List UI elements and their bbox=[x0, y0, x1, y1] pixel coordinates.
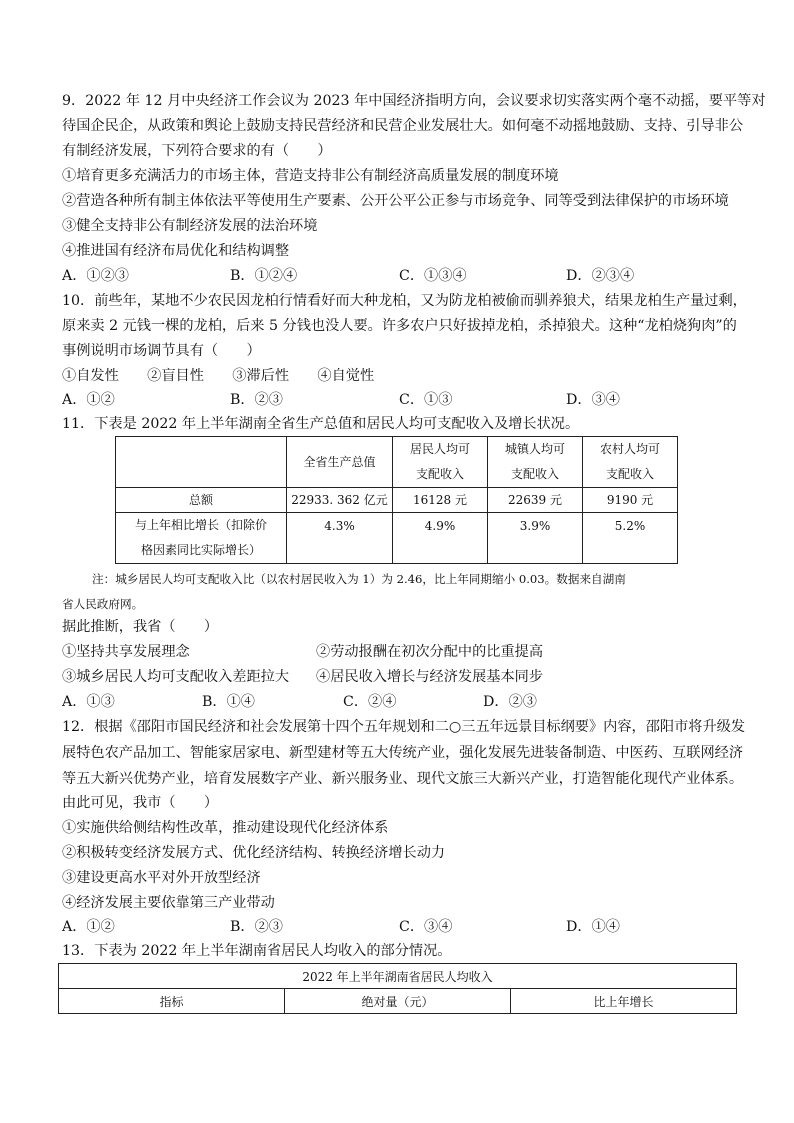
cell-resident-growth: 4.9% bbox=[393, 513, 488, 564]
q9-line: 有制经济发展，下列符合要求的有（ ） bbox=[62, 143, 332, 159]
q13-table-title: 2022 年上半年湖南省居民人均收入 bbox=[59, 964, 737, 989]
q11-choice: ②劳动报酬在初次分配中的比重提高 bbox=[316, 644, 544, 660]
table-row bbox=[59, 989, 737, 1014]
q9-line: 待国企民企，从政策和舆论上鼓励支持民营经济和民营企业发展壮大。如何毫不动摇地鼓励、支持、引导非公 bbox=[62, 118, 744, 134]
q9-choice: ②营造各种所有制主体依法平等使用生产要素、公开公平公正参与市场竞争、同等受到法律保护的市场环境 bbox=[62, 193, 729, 209]
q9-choice: ④推进国有经济布局优化和结构调整 bbox=[62, 243, 290, 259]
col-header-growth: 比上年增长 bbox=[511, 989, 737, 1014]
q13-intro: 13．下表为 2022 年上半年湖南省居民人均收入的部分情况。 bbox=[62, 943, 452, 959]
q11-intro: 11．下表是 2022 年上半年湖南全省生产总值和居民人均可支配收入及增长状况。 bbox=[62, 416, 580, 432]
q11-table bbox=[115, 436, 678, 564]
q12-line: 展特色农产品加工、智能家居家电、新型建材等五大传统产业，强化发展先进装备制造、中医药、互联网经济 bbox=[62, 745, 744, 761]
q10-choices: ①自发性 ②盲目性 ③滞后性 ④自觉性 bbox=[62, 368, 375, 384]
q12-choice: ③建设更高水平对外开放型经济 bbox=[62, 870, 261, 886]
q13-table bbox=[58, 963, 737, 1014]
q10-option-d: D．③④ bbox=[566, 392, 620, 408]
q12-line: 等五大新兴优势产业，培育发展数字产业、新兴服务业、现代文旅三大新兴产业，打造智能化现代产业体系。 bbox=[62, 771, 744, 787]
q12-option-a: A．①② bbox=[62, 919, 115, 935]
q10-option-c: C．①③ bbox=[399, 392, 453, 408]
q12-option-d: D．①④ bbox=[566, 919, 620, 935]
q12-line: 12．根据《邵阳市国民经济和社会发展第十四个五年规划和二○三五年远景目标纲要》内容，邵阳市将升级发 bbox=[62, 719, 746, 735]
q9-choice: ①培育更多充满活力的市场主体，营造支持非公有制经济高质量发展的制度环境 bbox=[62, 168, 559, 184]
q11-option-a: A．①③ bbox=[62, 694, 115, 710]
table-row bbox=[116, 488, 678, 513]
q12-option-b: B．②③ bbox=[230, 919, 283, 935]
q12-choice: ②积极转变经济发展方式、优化经济结构、转换经济增长动力 bbox=[62, 845, 446, 861]
cell-gdp-growth: 4.3% bbox=[287, 513, 393, 564]
q12-choice: ①实施供给侧结构性改革，推动建设现代化经济体系 bbox=[62, 820, 389, 836]
q10-option-a: A．①② bbox=[62, 392, 115, 408]
q10-line: 10．前些年，某地不少农民因龙柏行情看好而大种龙柏，又为防龙柏被偷而驯养狼犬，结果龙柏生产量过剩， bbox=[62, 293, 747, 309]
q12-option-c: C．③④ bbox=[399, 919, 453, 935]
col-header-resident: 居民人均可 支配收入 bbox=[393, 437, 488, 488]
col-header-gdp: 全省生产总值 bbox=[287, 437, 393, 488]
row-label-growth: 与上年相比增长（扣除价 格因素同比实际增长） bbox=[116, 513, 287, 564]
q12-line: 由此可见，我市（ ） bbox=[62, 795, 219, 811]
table-corner-cell bbox=[116, 437, 287, 488]
cell-rural-growth: 5.2% bbox=[583, 513, 678, 564]
q9-option-c: C．①③④ bbox=[399, 268, 467, 284]
cell-rural-total: 9190 元 bbox=[583, 488, 678, 513]
q11-option-c: C．②④ bbox=[343, 694, 397, 710]
q9-option-a: A．①②③ bbox=[62, 268, 129, 284]
q9-line: 9．2022 年 12 月中央经济工作会议为 2023 年中国经济指明方向，会议要求切实落实两个毫不动摇，要平等对 bbox=[62, 93, 766, 109]
cell-urban-growth: 3.9% bbox=[488, 513, 583, 564]
cell-resident-total: 16128 元 bbox=[393, 488, 488, 513]
q12-choice: ④经济发展主要依靠第三产业带动 bbox=[62, 895, 275, 911]
q11-option-d: D．②③ bbox=[483, 694, 537, 710]
q11-choice: ①坚持共享发展理念 bbox=[62, 644, 190, 660]
q11-choice: ④居民收入增长与经济发展基本同步 bbox=[316, 669, 544, 685]
q11-note: 注：城乡居民人均可支配收入比（以农村居民收入为 1）为 2.46，比上年同期缩小 0.03。数据来自湖南 bbox=[92, 572, 626, 586]
q11-ask: 据此推断，我省（ ） bbox=[62, 619, 219, 635]
q11-choice: ③城乡居民人均可支配收入差距拉大 bbox=[62, 669, 290, 685]
col-header-indicator: 指标 bbox=[59, 989, 285, 1014]
q11-option-b: B．①④ bbox=[202, 694, 255, 710]
cell-gdp-total: 22933. 362 亿元 bbox=[287, 488, 393, 513]
row-label-total: 总额 bbox=[116, 488, 287, 513]
cell-urban-total: 22639 元 bbox=[488, 488, 583, 513]
q10-option-b: B．②③ bbox=[230, 392, 283, 408]
q10-line: 事例说明市场调节具有（ ） bbox=[62, 343, 261, 359]
col-header-rural: 农村人均可 支配收入 bbox=[583, 437, 678, 488]
col-header-urban: 城镇人均可 支配收入 bbox=[488, 437, 583, 488]
q9-option-b: B．①②④ bbox=[230, 268, 298, 284]
q9-option-d: D．②③④ bbox=[566, 268, 635, 284]
q11-note: 省人民政府网。 bbox=[62, 597, 144, 611]
table-row bbox=[116, 513, 678, 564]
col-header-absolute: 绝对量（元） bbox=[285, 989, 511, 1014]
q10-line: 原来卖 2 元钱一棵的龙柏，后来 5 分钱也没人要。许多农户只好拔掉龙柏，杀掉狼犬。这种“龙柏烧狗肉”的 bbox=[62, 318, 737, 334]
q9-choice: ③健全支持非公有制经济发展的法治环境 bbox=[62, 218, 318, 234]
